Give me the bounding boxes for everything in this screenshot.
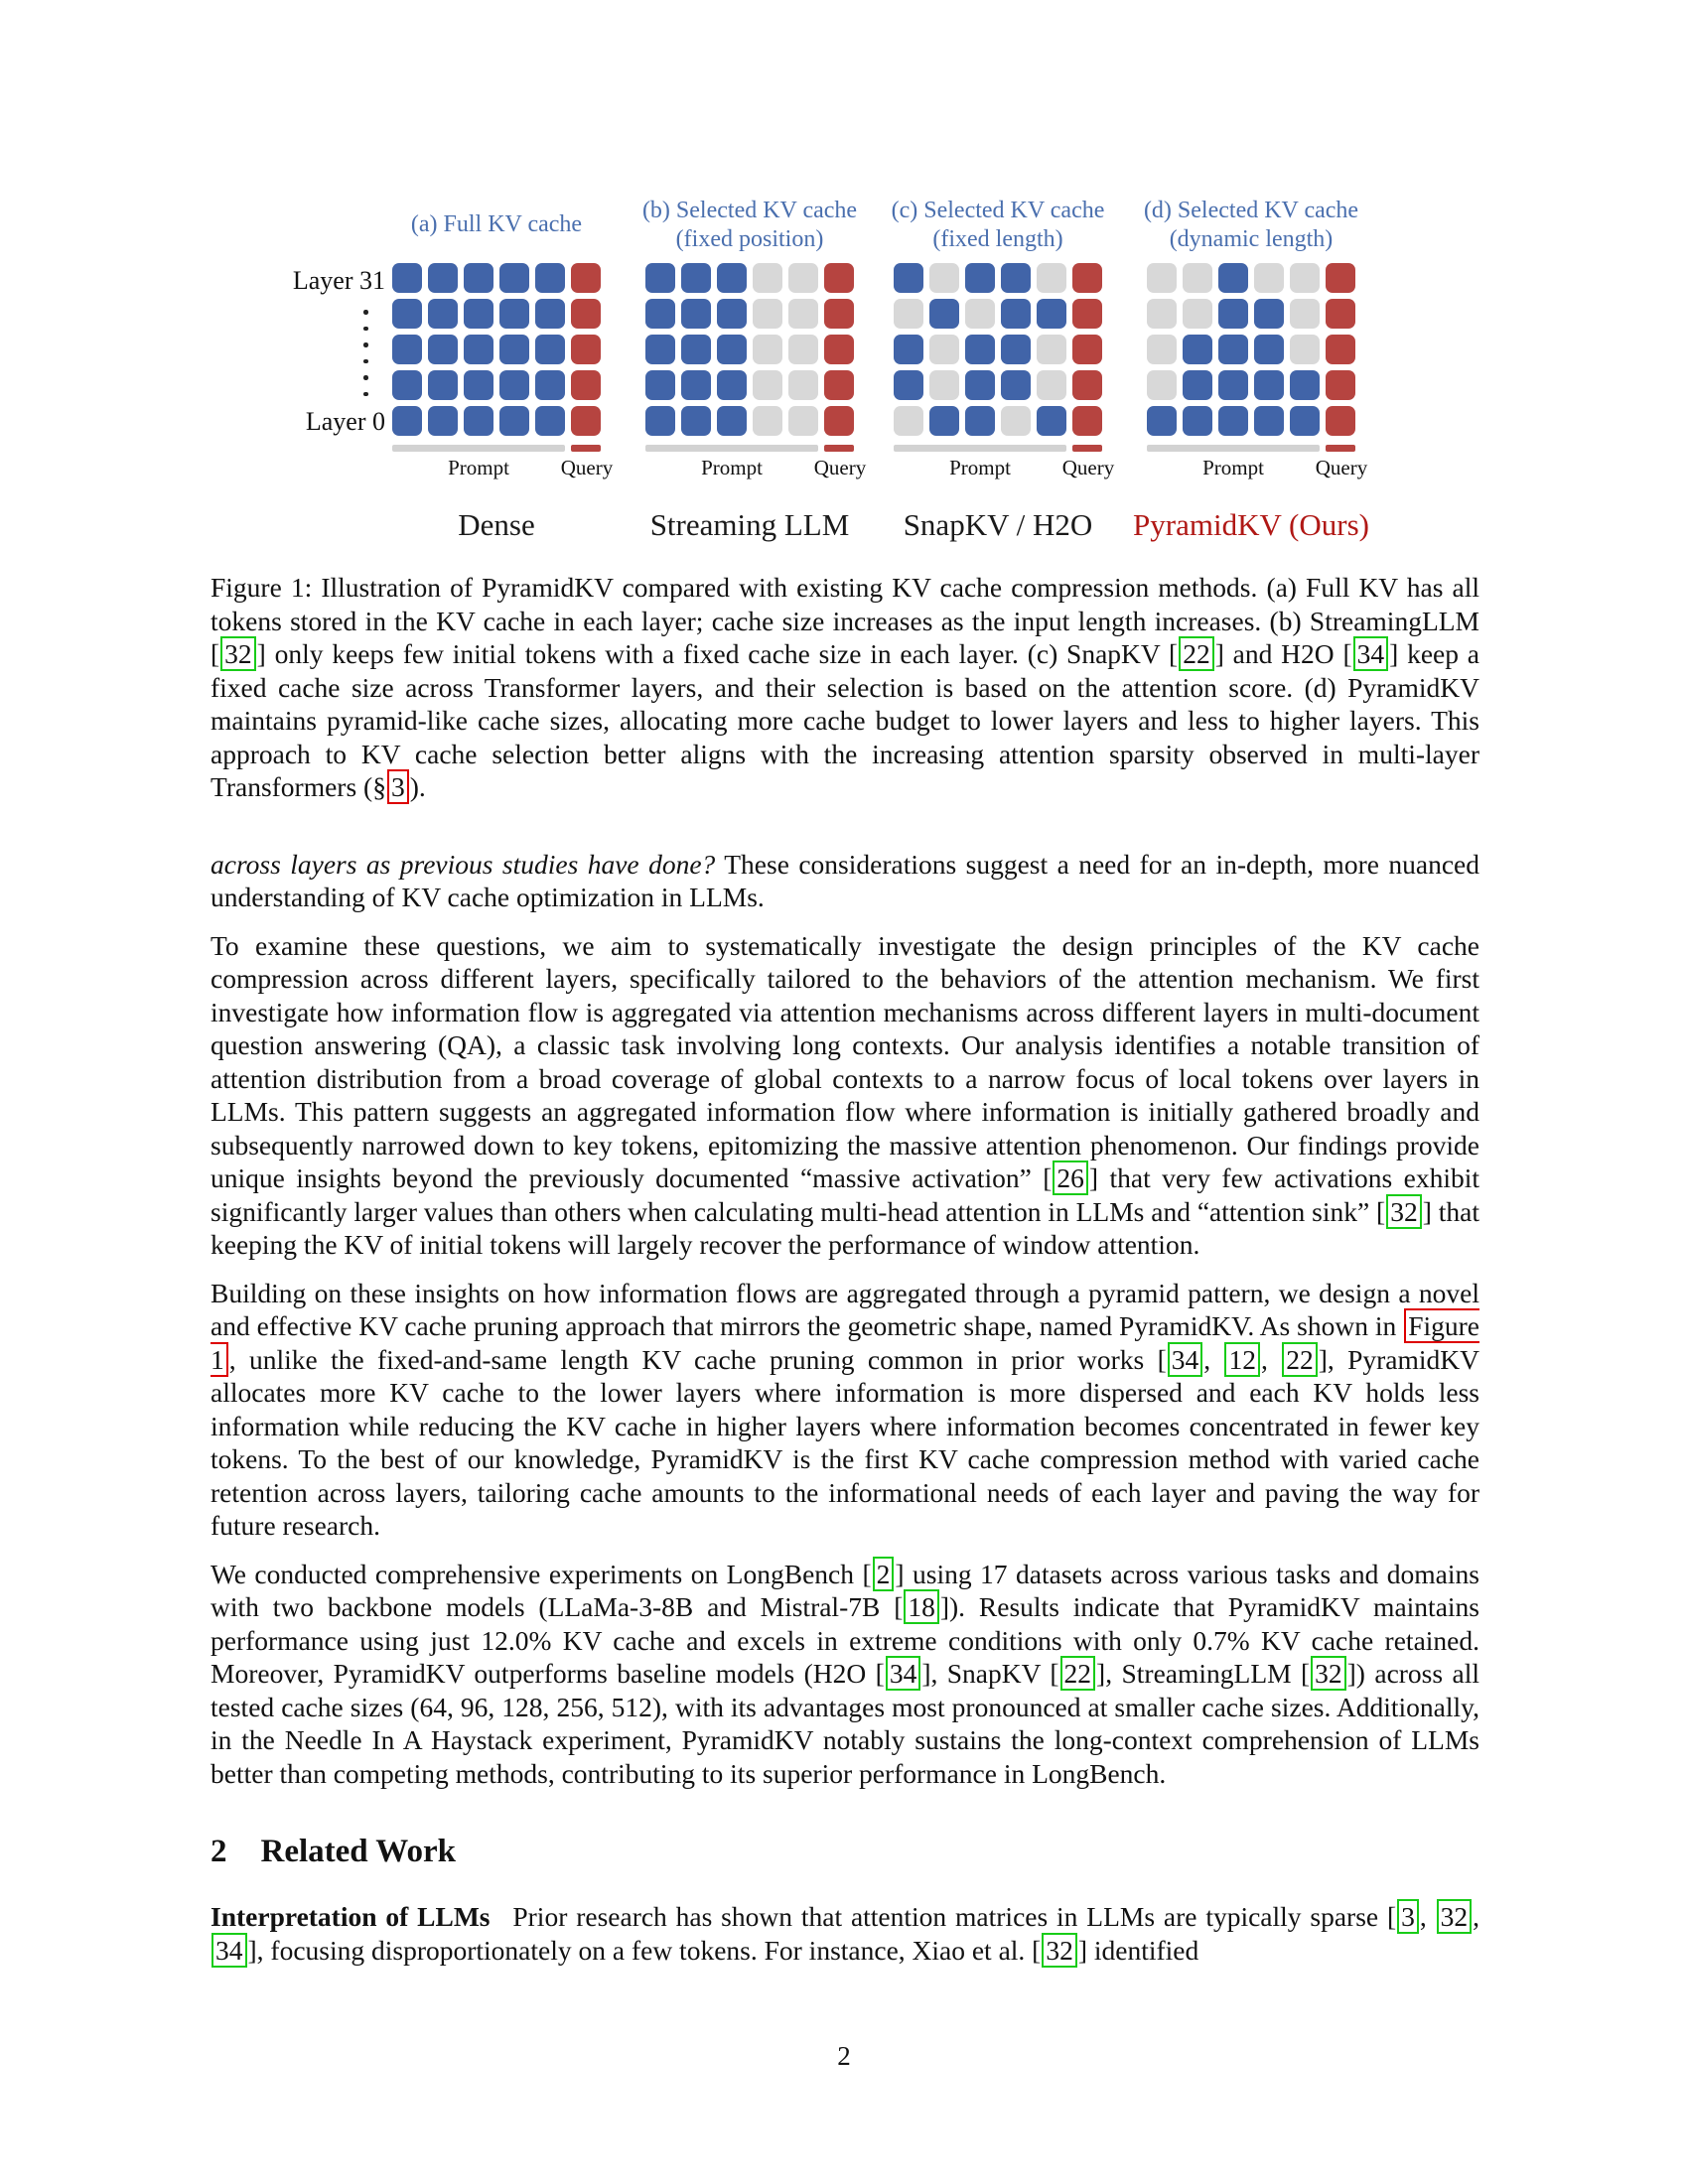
- kv-cell-evicted: [965, 299, 995, 329]
- text-column: [211, 571, 1479, 1981]
- kv-cell-kept: [965, 335, 995, 364]
- kv-cell-query: [1326, 263, 1355, 293]
- kv-cell-query: [571, 406, 601, 436]
- kv-cell-query: [824, 335, 854, 364]
- kv-cell-kept: [499, 335, 529, 364]
- prompt-bar: [894, 445, 1066, 452]
- query-bar: [1326, 445, 1355, 452]
- panel-title-line: (a) Full KV cache: [410, 211, 583, 237]
- kv-cell-kept: [1001, 335, 1031, 364]
- kv-cell-kept: [428, 263, 458, 293]
- panel-b-title: [641, 195, 858, 254]
- kv-grid-streaming-llm: [645, 263, 854, 436]
- kv-cell-evicted: [1037, 263, 1066, 293]
- prompt-label: Prompt: [1202, 456, 1264, 479]
- kv-cell-kept: [499, 406, 529, 436]
- citation-ref[interactable]: 22: [1060, 1656, 1096, 1691]
- dot: [363, 392, 368, 397]
- panel-title-line: (fixed position): [675, 225, 824, 252]
- kv-cell-evicted: [1147, 263, 1177, 293]
- kv-cell-query: [1326, 370, 1355, 400]
- figure-ref[interactable]: Figure 1: [211, 1310, 1479, 1375]
- kv-cell-evicted: [1037, 370, 1066, 400]
- kv-cell-evicted: [929, 335, 959, 364]
- kv-cell-evicted: [1183, 299, 1212, 329]
- panel-d-pyramidkv: [1133, 195, 1369, 543]
- kv-cell-evicted: [1147, 370, 1177, 400]
- kv-cell-kept: [645, 335, 675, 364]
- kv-cell-kept: [717, 263, 747, 293]
- page-number: 2: [837, 2041, 851, 2071]
- kv-cell-evicted: [753, 370, 782, 400]
- kv-cell-query: [824, 370, 854, 400]
- query-bar: [571, 445, 601, 452]
- kv-cell-kept: [535, 370, 565, 400]
- kv-cell-kept: [645, 263, 675, 293]
- kv-cell-kept: [1254, 335, 1284, 364]
- kv-cell-kept: [392, 370, 422, 400]
- kv-cell-kept: [1001, 263, 1031, 293]
- citation-ref[interactable]: 32: [1311, 1656, 1346, 1691]
- prompt-bar: [392, 445, 565, 452]
- dot: [363, 375, 368, 380]
- kv-cell-kept: [392, 263, 422, 293]
- kv-cell-evicted: [788, 370, 818, 400]
- axis-bars: [645, 445, 854, 452]
- body-paragraph-3: Building on these insights on how information flows are aggregated through a pyramid pattern, we design a novel and effective KV cache pruning approach that mirrors the geometric shape, named PyramidKV. As shown in Figure 1 , unlike the fixed-and-same length KV cache pruning common in prior works [ 34 , 12 , 22 ], PyramidKV allocates more KV cache to the lower layers where information is more dispersed and each KV holds less information while reducing the KV cache in higher layers where information becomes concentrated in fewer key tokens. To the best of our knowledge, PyramidKV is the first KV cache compression method with varied cache retention across layers, tailoring cache amounts to the informational needs of each layer and paving the way for future research.: [211, 1277, 1480, 1541]
- kv-cell-kept: [1254, 370, 1284, 400]
- method-label-streaming-llm: Streaming LLM: [649, 507, 850, 542]
- kv-cell-kept: [535, 406, 565, 436]
- kv-cell-kept: [645, 406, 675, 436]
- query-bar: [824, 445, 854, 452]
- citation-ref[interactable]: 32: [1386, 1194, 1422, 1229]
- body-paragraph-2: To examine these questions, we aim to systematically investigate the design principles of the KV cache compression across different layers, specifically tailored to the behaviors of the attention mechanism. We first investigate how information flow is aggregated via attention mechanisms across different layers in multi-document question answering (QA), a classic task involving long contexts. Our analysis identifies a notable transition of attention distribution from a broad coverage of global contexts to a narrow focus of local tokens over layers in LLMs. This pattern suggests an aggregated information flow where information is initially gathered broadly and subsequently narrowed down to key tokens, epitomizing the massive attention phenomenon. Our findings provide unique insights beyond the previously documented “massive activation” [ 26 ] that very few activations exhibit significantly larger values than others when calculating multi-head attention in LLMs and “attention sink” [ 32 ] that keeping the KV of initial tokens will largely recover the performance of window attention.: [211, 929, 1480, 1260]
- kv-cell-kept: [1290, 370, 1320, 400]
- figure-1: [0, 0, 1688, 556]
- panel-title-line: (fixed length): [932, 225, 1063, 252]
- kv-cell-kept: [681, 406, 711, 436]
- citation-ref[interactable]: 32: [220, 636, 256, 671]
- figure-ref[interactable]: 3: [387, 769, 409, 804]
- citation-ref[interactable]: 2: [873, 1557, 895, 1591]
- kv-cell-kept: [681, 335, 711, 364]
- related-work-paragraph: Interpretation of LLMs Prior research has shown that attention matrices in LLMs are typically sparse [ 3 , 32 , 34 ], focusing disproportionately on a few tokens. For instance, Xiao et al. [ 32 ] identified: [211, 1901, 1479, 1966]
- kv-cell-kept: [1218, 406, 1248, 436]
- section-title: Related Work: [260, 1834, 456, 1869]
- layer-31-label: Layer 31: [292, 266, 385, 295]
- section-heading-related-work: [211, 1834, 1479, 1870]
- kv-cell-kept: [1254, 299, 1284, 329]
- kv-cell-kept: [965, 263, 995, 293]
- kv-cell-kept: [464, 263, 493, 293]
- kv-cell-query: [824, 406, 854, 436]
- kv-cell-kept: [1254, 406, 1284, 436]
- kv-cell-kept: [392, 406, 422, 436]
- kv-cell-query: [1072, 263, 1102, 293]
- kv-cell-kept: [717, 335, 747, 364]
- method-label-pyramidkv-ours: PyramidKV (Ours): [1133, 507, 1369, 542]
- kv-cell-evicted: [1254, 263, 1284, 293]
- kv-cell-evicted: [929, 370, 959, 400]
- kv-cell-kept: [645, 370, 675, 400]
- kv-cell-query: [571, 335, 601, 364]
- citation-ref[interactable]: 22: [1179, 636, 1214, 671]
- kv-cell-evicted: [1001, 406, 1031, 436]
- panel-d-title: [1143, 195, 1359, 254]
- citation-ref[interactable]: 12: [1224, 1342, 1260, 1377]
- method-label-snapkv-h2o: SnapKV / H2O: [903, 507, 1093, 542]
- kv-cell-kept: [499, 299, 529, 329]
- kv-cell-kept: [929, 406, 959, 436]
- axis-labels: [392, 456, 614, 485]
- kv-cell-kept: [681, 370, 711, 400]
- kv-cell-evicted: [894, 406, 923, 436]
- kv-cell-kept: [965, 370, 995, 400]
- axis-labels: [645, 456, 867, 485]
- kv-grid-snapkv-h2o: [894, 263, 1102, 436]
- panel-title-line: (c) Selected KV cache: [891, 197, 1105, 223]
- axis-labels: [1147, 456, 1368, 485]
- text-bold: Interpretation of LLMs: [211, 1901, 491, 1932]
- axis-labels: [894, 456, 1115, 485]
- kv-cell-kept: [392, 335, 422, 364]
- kv-cell-kept: [392, 299, 422, 329]
- citation-ref[interactable]: 34: [211, 1933, 247, 1968]
- kv-cell-kept: [1218, 335, 1248, 364]
- kv-cell-evicted: [1290, 335, 1320, 364]
- kv-cell-evicted: [788, 335, 818, 364]
- kv-cell-evicted: [788, 406, 818, 436]
- kv-cell-evicted: [1147, 335, 1177, 364]
- kv-cell-kept: [499, 370, 529, 400]
- citation-ref[interactable]: 34: [1168, 1342, 1203, 1377]
- panel-title-line: (b) Selected KV cache: [641, 197, 858, 223]
- axis-bars: [392, 445, 601, 452]
- citation-ref[interactable]: 22: [1282, 1342, 1318, 1377]
- panel-title-line: (dynamic length): [1169, 225, 1334, 252]
- method-label-dense: Dense: [458, 507, 535, 542]
- layer-0-label: Layer 0: [305, 407, 385, 436]
- kv-grid-dense: [392, 263, 601, 436]
- body-paragraph-1: across layers as previous studies have done? These considerations suggest a need for an in-depth, more nuanced understanding of KV cache optimization in LLMs.: [211, 848, 1479, 912]
- panel-c-snapkv-h2o: [891, 195, 1115, 543]
- query-label: Query: [813, 456, 867, 479]
- query-label: Query: [1061, 456, 1115, 479]
- prompt-bar: [1147, 445, 1320, 452]
- kv-cell-kept: [929, 299, 959, 329]
- panel-a-title: [392, 195, 601, 254]
- body-paragraph-4: We conducted comprehensive experiments on LongBench [ 2 ] using 17 datasets across various tasks and domains with two backbone models (LLaMa-3-8B and Mistral-7B [ 18 ]). Results indicate that PyramidKV maintains performance using just 12.0% KV cache and excels in extreme conditions with only 0.7% KV cache retained. Moreover, PyramidKV outperforms baseline models (H2O [ 34 ], SnapKV [ 22 ], StreamingLLM [ 32 ]) across all tested cache sizes (64, 96, 128, 256, 512), with its advantages most pronounced at smaller cache sizes. Additionally, in the Needle In A Haystack experiment, PyramidKV notably sustains the long-context comprehension of LLMs better than competing methods, contributing to its superior performance in LongBench.: [211, 1558, 1479, 1789]
- kv-cell-kept: [499, 263, 529, 293]
- axis-bars: [894, 445, 1102, 452]
- kv-cell-kept: [1147, 406, 1177, 436]
- kv-cell-evicted: [894, 299, 923, 329]
- kv-cell-kept: [717, 299, 747, 329]
- kv-cell-kept: [1218, 263, 1248, 293]
- kv-cell-evicted: [1290, 299, 1320, 329]
- kv-cell-query: [1072, 370, 1102, 400]
- citation-ref[interactable]: 32: [1437, 1899, 1473, 1934]
- kv-cell-kept: [681, 263, 711, 293]
- kv-cell-evicted: [1183, 263, 1212, 293]
- kv-cell-evicted: [753, 335, 782, 364]
- kv-cell-evicted: [788, 263, 818, 293]
- kv-cell-query: [824, 299, 854, 329]
- kv-cell-kept: [428, 299, 458, 329]
- kv-cell-query: [571, 370, 601, 400]
- kv-cell-kept: [428, 335, 458, 364]
- kv-cell-kept: [1218, 370, 1248, 400]
- query-bar: [1072, 445, 1102, 452]
- kv-cell-kept: [1037, 299, 1066, 329]
- kv-cell-evicted: [753, 299, 782, 329]
- kv-cell-query: [1326, 299, 1355, 329]
- kv-cell-evicted: [753, 263, 782, 293]
- kv-cell-kept: [894, 335, 923, 364]
- kv-cell-kept: [1037, 406, 1066, 436]
- prompt-label: Prompt: [448, 456, 509, 479]
- panel-b-streaming-llm: [641, 195, 867, 543]
- figure-1-caption: Figure 1: Illustration of PyramidKV compared with existing KV cache compression methods. (a) Full KV has all tokens stored in the KV cache in each layer; cache size increases as the input length increases. (b) StreamingLLM [ 32 ] only keeps few initial tokens with a fixed cache size in each layer. (c) SnapKV [ 22 ] and H2O [ 34 ] keep a fixed cache size across Transformer layers, and their selection is based on the attention score. (d) PyramidKV maintains pyramid-like cache sizes, allocating more cache budget to lower layers and less to higher layers. This approach to KV cache selection better aligns with the increasing attention sparsity observed in multi-layer Transformers (§ 3 ).: [211, 572, 1479, 802]
- citation-ref[interactable]: 26: [1053, 1160, 1088, 1195]
- text-italic: across layers as previous studies have done?: [211, 848, 716, 880]
- kv-cell-evicted: [1290, 263, 1320, 293]
- citation-ref[interactable]: 34: [1353, 636, 1389, 671]
- kv-cell-kept: [1001, 370, 1031, 400]
- dot: [363, 342, 368, 347]
- kv-cell-kept: [681, 299, 711, 329]
- kv-cell-kept: [535, 335, 565, 364]
- kv-cell-kept: [1183, 370, 1212, 400]
- kv-cell-kept: [894, 370, 923, 400]
- kv-grid-pyramidkv: [1147, 263, 1355, 436]
- layer-ellipsis-dots: [363, 310, 368, 396]
- kv-cell-kept: [464, 370, 493, 400]
- citation-ref[interactable]: 34: [886, 1656, 921, 1691]
- kv-cell-query: [571, 263, 601, 293]
- axis-bars: [1147, 445, 1355, 452]
- query-label: Query: [1315, 456, 1368, 479]
- prompt-bar: [645, 445, 818, 452]
- prompt-label: Prompt: [701, 456, 763, 479]
- kv-cell-kept: [1218, 299, 1248, 329]
- query-label: Query: [560, 456, 614, 479]
- panel-title-line: (d) Selected KV cache: [1143, 197, 1359, 223]
- section-number: 2: [211, 1834, 227, 1869]
- kv-cell-evicted: [1037, 335, 1066, 364]
- kv-cell-evicted: [1147, 299, 1177, 329]
- kv-cell-kept: [1183, 406, 1212, 436]
- prompt-label: Prompt: [949, 456, 1011, 479]
- kv-cell-query: [571, 299, 601, 329]
- panel-c-title: [891, 195, 1105, 254]
- dot: [363, 310, 368, 315]
- kv-cell-kept: [645, 299, 675, 329]
- kv-cell-kept: [464, 406, 493, 436]
- kv-cell-evicted: [788, 299, 818, 329]
- kv-cell-kept: [894, 263, 923, 293]
- dot: [363, 327, 368, 332]
- dot: [363, 359, 368, 364]
- kv-cell-kept: [1183, 335, 1212, 364]
- kv-cell-kept: [428, 406, 458, 436]
- kv-cell-kept: [1001, 299, 1031, 329]
- kv-cell-kept: [535, 263, 565, 293]
- kv-cell-kept: [965, 406, 995, 436]
- kv-cell-kept: [464, 299, 493, 329]
- citation-ref[interactable]: 18: [904, 1589, 939, 1624]
- panel-a-full-kv-cache: [392, 195, 614, 543]
- kv-cell-evicted: [929, 263, 959, 293]
- kv-cell-kept: [535, 299, 565, 329]
- kv-cell-kept: [464, 335, 493, 364]
- kv-cell-query: [1326, 406, 1355, 436]
- kv-cell-kept: [428, 370, 458, 400]
- kv-cell-kept: [717, 406, 747, 436]
- kv-cell-query: [824, 263, 854, 293]
- kv-cell-query: [1072, 406, 1102, 436]
- kv-cell-query: [1072, 335, 1102, 364]
- kv-cell-kept: [1290, 406, 1320, 436]
- kv-cell-query: [1072, 299, 1102, 329]
- citation-ref[interactable]: 32: [1042, 1933, 1077, 1968]
- citation-ref[interactable]: 3: [1397, 1899, 1419, 1934]
- kv-cell-query: [1326, 335, 1355, 364]
- kv-cell-kept: [717, 370, 747, 400]
- kv-cell-evicted: [753, 406, 782, 436]
